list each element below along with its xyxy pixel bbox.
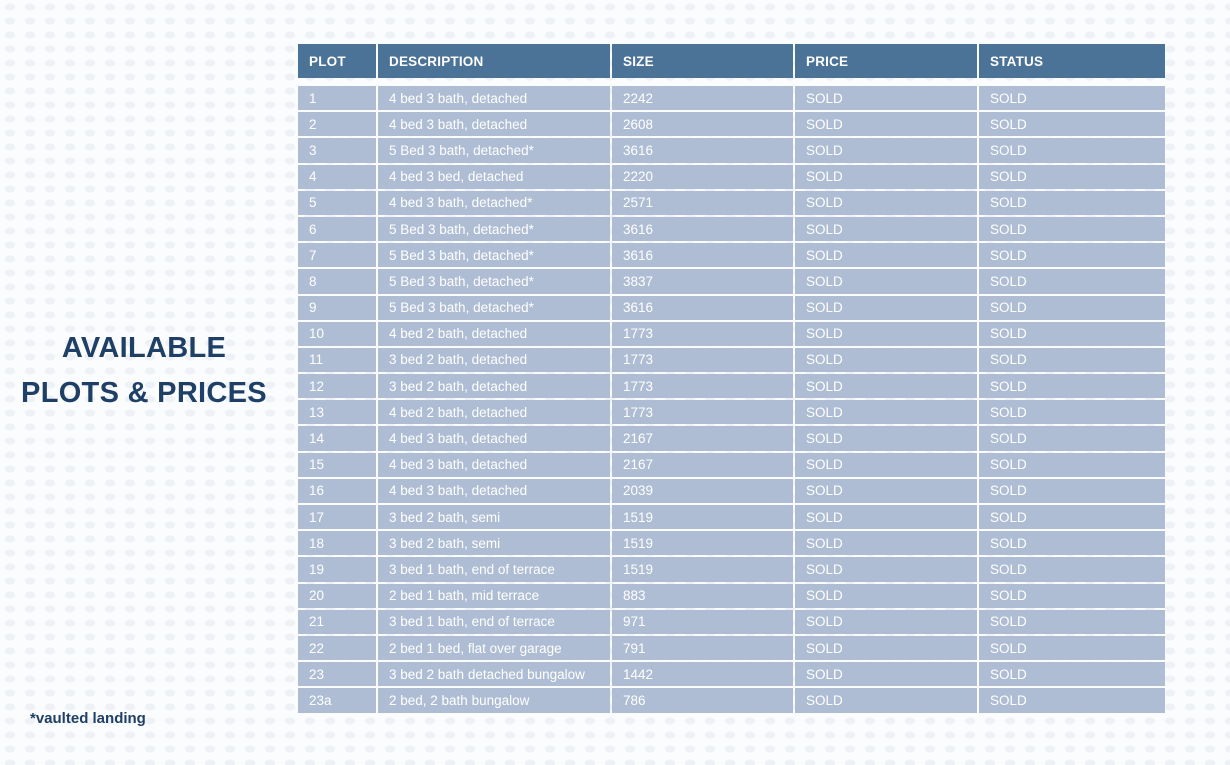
cell-status: SOLD — [979, 662, 1165, 686]
cell-size: 2167 — [612, 453, 793, 477]
cell-status: SOLD — [979, 584, 1165, 608]
cell-plot: 22 — [298, 636, 376, 660]
cell-description: 5 Bed 3 bath, detached* — [378, 138, 610, 162]
cell-size: 791 — [612, 636, 793, 660]
table-row — [298, 217, 1165, 241]
cell-status: SOLD — [979, 453, 1165, 477]
cell-price: SOLD — [795, 217, 977, 241]
cell-status: SOLD — [979, 165, 1165, 189]
cell-size: 786 — [612, 688, 793, 712]
table-row — [298, 322, 1165, 346]
cell-plot: 20 — [298, 584, 376, 608]
cell-size: 1773 — [612, 374, 793, 398]
page-title-line-2: PLOTS & PRICES — [21, 377, 267, 409]
cell-price: SOLD — [795, 269, 977, 293]
cell-plot: 23a — [298, 688, 376, 712]
cell-status: SOLD — [979, 138, 1165, 162]
header-spacer-cell — [298, 80, 1165, 84]
cell-plot: 6 — [298, 217, 376, 241]
cell-price: SOLD — [795, 400, 977, 424]
table-row — [298, 557, 1165, 581]
cell-status: SOLD — [979, 269, 1165, 293]
cell-size: 3616 — [612, 243, 793, 267]
table-row — [298, 636, 1165, 660]
plots-table — [296, 42, 1167, 715]
cell-description: 3 bed 2 bath, semi — [378, 531, 610, 555]
cell-description: 2 bed 1 bed, flat over garage — [378, 636, 610, 660]
cell-size: 1773 — [612, 322, 793, 346]
cell-plot: 5 — [298, 191, 376, 215]
cell-plot: 7 — [298, 243, 376, 267]
header-row — [298, 44, 1165, 78]
cell-description: 4 bed 2 bath, detached — [378, 400, 610, 424]
cell-status: SOLD — [979, 86, 1165, 110]
cell-description: 4 bed 3 bed, detached — [378, 165, 610, 189]
cell-status: SOLD — [979, 296, 1165, 320]
header-spacer — [298, 80, 1165, 84]
cell-size: 1773 — [612, 348, 793, 372]
cell-price: SOLD — [795, 584, 977, 608]
table-row — [298, 400, 1165, 424]
cell-description: 3 bed 2 bath detached bungalow — [378, 662, 610, 686]
table-row — [298, 243, 1165, 267]
cell-description: 3 bed 1 bath, end of terrace — [378, 557, 610, 581]
table-row — [298, 688, 1165, 712]
table-row — [298, 269, 1165, 293]
cell-status: SOLD — [979, 531, 1165, 555]
cell-description: 4 bed 3 bath, detached — [378, 112, 610, 136]
cell-price: SOLD — [795, 243, 977, 267]
cell-price: SOLD — [795, 374, 977, 398]
cell-plot: 1 — [298, 86, 376, 110]
cell-plot: 8 — [298, 269, 376, 293]
cell-description: 5 Bed 3 bath, detached* — [378, 243, 610, 267]
cell-plot: 19 — [298, 557, 376, 581]
cell-size: 3616 — [612, 217, 793, 241]
cell-status: SOLD — [979, 400, 1165, 424]
cell-size: 1519 — [612, 531, 793, 555]
header-size: SIZE — [612, 44, 793, 78]
cell-size: 2039 — [612, 479, 793, 503]
table-row — [298, 505, 1165, 529]
cell-status: SOLD — [979, 191, 1165, 215]
cell-size: 2242 — [612, 86, 793, 110]
cell-description: 3 bed 2 bath, detached — [378, 348, 610, 372]
cell-status: SOLD — [979, 636, 1165, 660]
table-body — [298, 80, 1165, 713]
cell-status: SOLD — [979, 112, 1165, 136]
cell-price: SOLD — [795, 296, 977, 320]
cell-price: SOLD — [795, 86, 977, 110]
footnote: *vaulted landing — [30, 710, 146, 727]
cell-status: SOLD — [979, 557, 1165, 581]
table-row — [298, 479, 1165, 503]
cell-plot: 10 — [298, 322, 376, 346]
table-row — [298, 348, 1165, 372]
table-row — [298, 426, 1165, 450]
cell-plot: 11 — [298, 348, 376, 372]
cell-size: 3616 — [612, 138, 793, 162]
table-row — [298, 453, 1165, 477]
cell-status: SOLD — [979, 217, 1165, 241]
cell-status: SOLD — [979, 610, 1165, 634]
table-row — [298, 191, 1165, 215]
cell-size: 1773 — [612, 400, 793, 424]
table-row — [298, 374, 1165, 398]
cell-size: 2571 — [612, 191, 793, 215]
cell-price: SOLD — [795, 557, 977, 581]
cell-description: 4 bed 3 bath, detached — [378, 479, 610, 503]
table-header — [298, 44, 1165, 78]
cell-plot: 18 — [298, 531, 376, 555]
header-plot: PLOT — [298, 44, 376, 78]
cell-description: 4 bed 3 bath, detached — [378, 426, 610, 450]
page-title — [18, 326, 270, 416]
cell-size: 2220 — [612, 165, 793, 189]
cell-price: SOLD — [795, 479, 977, 503]
cell-price: SOLD — [795, 610, 977, 634]
cell-description: 4 bed 3 bath, detached — [378, 453, 610, 477]
cell-plot: 15 — [298, 453, 376, 477]
table-row — [298, 165, 1165, 189]
cell-status: SOLD — [979, 688, 1165, 712]
cell-status: SOLD — [979, 348, 1165, 372]
cell-price: SOLD — [795, 636, 977, 660]
cell-price: SOLD — [795, 426, 977, 450]
cell-plot: 4 — [298, 165, 376, 189]
cell-plot: 2 — [298, 112, 376, 136]
cell-description: 5 Bed 3 bath, detached* — [378, 217, 610, 241]
cell-size: 3837 — [612, 269, 793, 293]
cell-price: SOLD — [795, 348, 977, 372]
cell-plot: 13 — [298, 400, 376, 424]
cell-price: SOLD — [795, 138, 977, 162]
cell-price: SOLD — [795, 505, 977, 529]
table-row — [298, 610, 1165, 634]
cell-plot: 17 — [298, 505, 376, 529]
cell-description: 4 bed 3 bath, detached — [378, 86, 610, 110]
cell-price: SOLD — [795, 688, 977, 712]
cell-status: SOLD — [979, 322, 1165, 346]
cell-size: 883 — [612, 584, 793, 608]
cell-price: SOLD — [795, 662, 977, 686]
cell-size: 1519 — [612, 505, 793, 529]
cell-price: SOLD — [795, 165, 977, 189]
cell-description: 4 bed 3 bath, detached* — [378, 191, 610, 215]
cell-description: 4 bed 2 bath, detached — [378, 322, 610, 346]
cell-size: 1442 — [612, 662, 793, 686]
page-title-line-1: AVAILABLE — [61, 332, 227, 364]
table-row — [298, 86, 1165, 110]
cell-description: 5 Bed 3 bath, detached* — [378, 269, 610, 293]
cell-status: SOLD — [979, 479, 1165, 503]
cell-size: 971 — [612, 610, 793, 634]
cell-description: 3 bed 2 bath, detached — [378, 374, 610, 398]
table-row — [298, 531, 1165, 555]
cell-description: 2 bed 1 bath, mid terrace — [378, 584, 610, 608]
cell-status: SOLD — [979, 505, 1165, 529]
cell-plot: 9 — [298, 296, 376, 320]
cell-price: SOLD — [795, 453, 977, 477]
cell-size: 2167 — [612, 426, 793, 450]
cell-description: 5 Bed 3 bath, detached* — [378, 296, 610, 320]
cell-description: 3 bed 2 bath, semi — [378, 505, 610, 529]
cell-description: 2 bed, 2 bath bungalow — [378, 688, 610, 712]
cell-description: 3 bed 1 bath, end of terrace — [378, 610, 610, 634]
cell-status: SOLD — [979, 374, 1165, 398]
cell-size: 2608 — [612, 112, 793, 136]
table-row — [298, 584, 1165, 608]
header-status: STATUS — [979, 44, 1165, 78]
table-row — [298, 138, 1165, 162]
cell-status: SOLD — [979, 243, 1165, 267]
cell-plot: 14 — [298, 426, 376, 450]
cell-size: 1519 — [612, 557, 793, 581]
cell-plot: 3 — [298, 138, 376, 162]
cell-size: 3616 — [612, 296, 793, 320]
table-row — [298, 662, 1165, 686]
header-description: DESCRIPTION — [378, 44, 610, 78]
cell-price: SOLD — [795, 531, 977, 555]
cell-price: SOLD — [795, 322, 977, 346]
header-price: PRICE — [795, 44, 977, 78]
cell-status: SOLD — [979, 426, 1165, 450]
cell-price: SOLD — [795, 191, 977, 215]
cell-price: SOLD — [795, 112, 977, 136]
table-row — [298, 296, 1165, 320]
cell-plot: 21 — [298, 610, 376, 634]
cell-plot: 23 — [298, 662, 376, 686]
cell-plot: 12 — [298, 374, 376, 398]
cell-plot: 16 — [298, 479, 376, 503]
table-row — [298, 112, 1165, 136]
